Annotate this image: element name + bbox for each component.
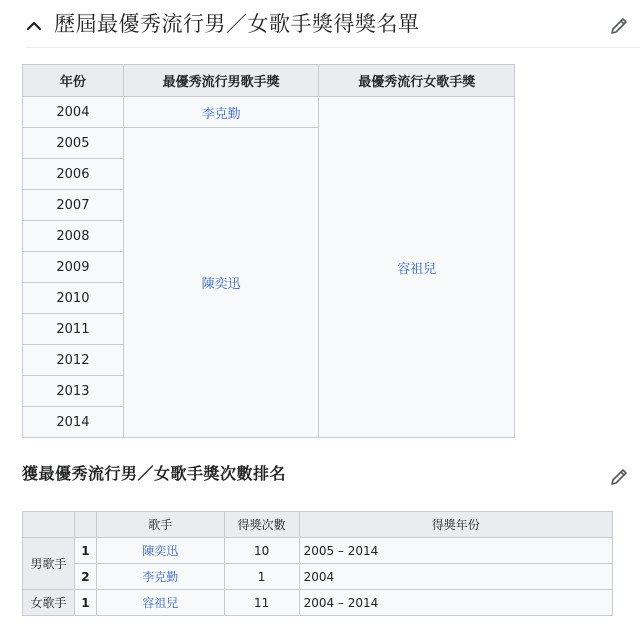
rank-cell: 2 [74, 564, 96, 590]
count-cell: 1 [224, 564, 299, 590]
section-header [26, 6, 640, 48]
singer-link[interactable]: 容祖兒 [397, 261, 437, 277]
column-header-female-award: 最優秀流行女歌手獎 [319, 65, 515, 97]
year-cell: 2014 [23, 407, 124, 438]
singer-cell [96, 538, 224, 564]
awards-table [22, 64, 515, 438]
column-header-count: 得獎次數 [224, 512, 299, 538]
column-header-years: 得獎年份 [299, 512, 612, 538]
count-cell: 11 [224, 590, 299, 616]
pencil-icon[interactable] [608, 15, 630, 37]
years-cell: 2004 [299, 564, 612, 590]
column-header-male-award: 最優秀流行男歌手獎 [123, 65, 319, 97]
year-cell: 2013 [23, 376, 124, 407]
singer-link[interactable]: 李克勤 [142, 570, 179, 584]
years-cell: 2004 – 2014 [299, 590, 612, 616]
year-cell: 2012 [23, 345, 124, 376]
year-cell: 2006 [23, 159, 124, 190]
year-cell: 2008 [23, 221, 124, 252]
count-cell: 10 [224, 538, 299, 564]
singer-link[interactable]: 李克勤 [201, 106, 241, 122]
male-winner-cell [123, 128, 319, 438]
group-label: 女歌手 [23, 590, 75, 616]
table-row [23, 590, 613, 616]
year-cell: 2011 [23, 314, 124, 345]
male-winner-cell [123, 97, 319, 128]
year-cell: 2010 [23, 283, 124, 314]
singer-cell [96, 590, 224, 616]
column-header-group [23, 512, 75, 538]
column-header-rank [74, 512, 96, 538]
table-row [23, 564, 613, 590]
ranking-table [22, 511, 613, 616]
year-cell: 2007 [23, 190, 124, 221]
group-label: 男歌手 [23, 538, 75, 590]
female-winner-cell [319, 97, 515, 438]
pencil-icon[interactable] [608, 466, 630, 488]
year-cell: 2009 [23, 252, 124, 283]
year-cell: 2004 [23, 97, 124, 128]
singer-link[interactable]: 陳奕迅 [201, 277, 241, 292]
rank-cell: 1 [74, 538, 96, 564]
column-header-year: 年份 [23, 65, 124, 97]
section-title: 歷屆最優秀流行男／女歌手獎得獎名單 [54, 12, 420, 36]
chevron-up-icon[interactable] [26, 18, 42, 34]
years-cell: 2005 – 2014 [299, 538, 612, 564]
column-header-singer: 歌手 [96, 512, 224, 538]
table-row [23, 538, 613, 564]
rank-cell: 1 [74, 590, 96, 616]
subsection-title: 獲最優秀流行男／女歌手獎次數排名 [22, 464, 287, 483]
year-cell: 2005 [23, 128, 124, 159]
singer-link[interactable]: 陳奕迅 [142, 544, 179, 558]
singer-link[interactable]: 容祖兒 [142, 596, 179, 610]
table-row [23, 97, 515, 128]
singer-cell [96, 564, 224, 590]
